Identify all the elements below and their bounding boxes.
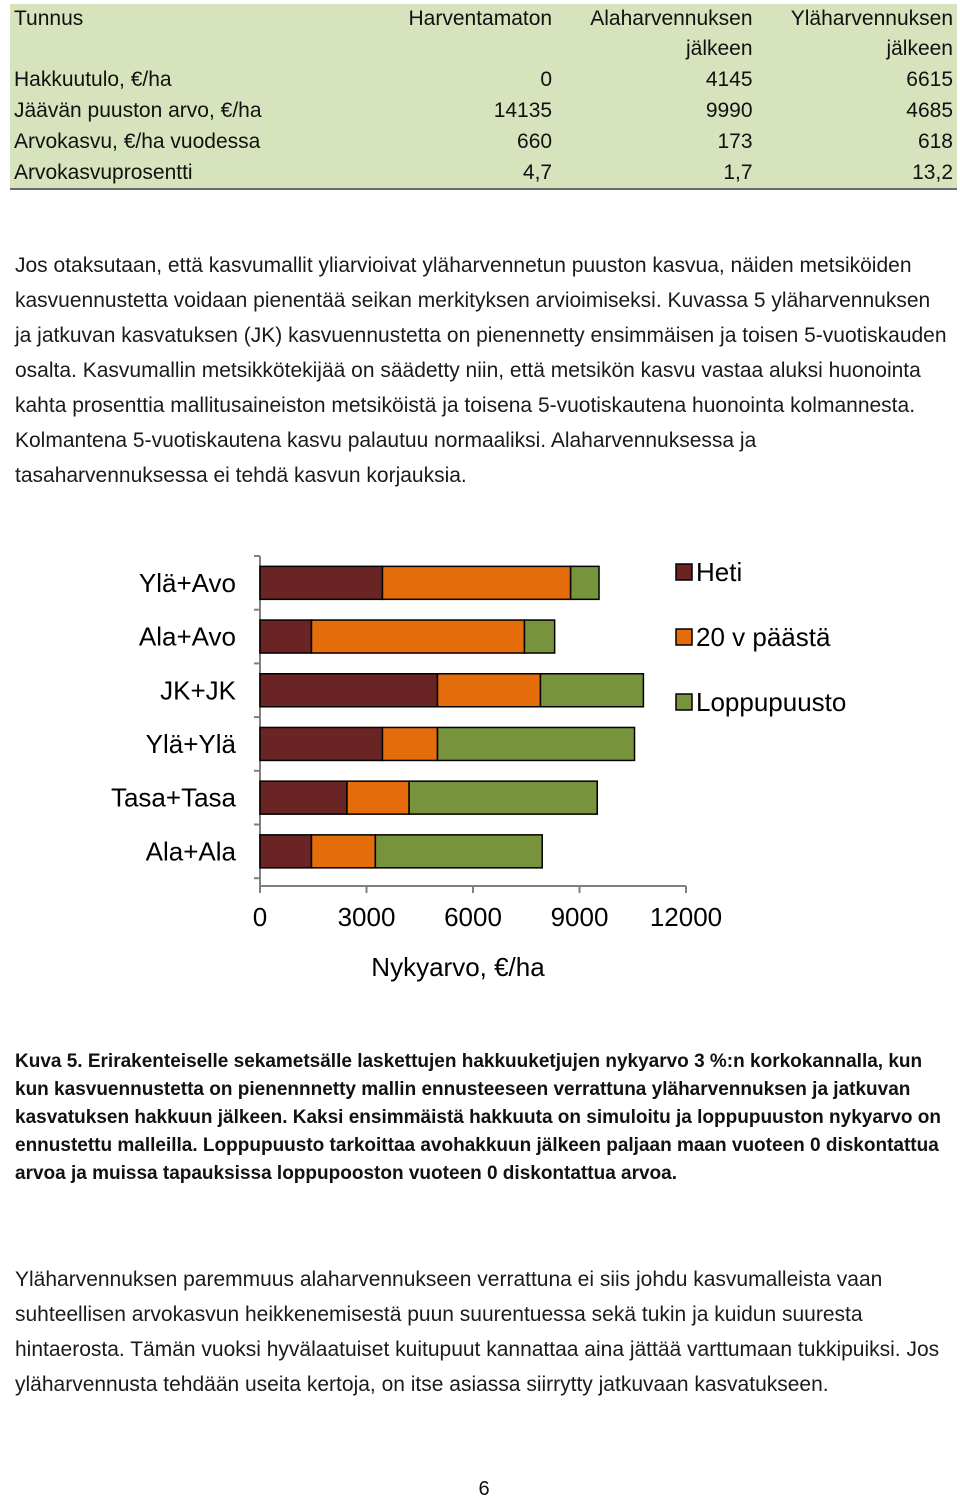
bar-segment <box>260 620 311 653</box>
x-tick-label: 0 <box>252 902 268 932</box>
table-row <box>10 95 957 126</box>
bar-segment <box>571 566 599 599</box>
bar-segment <box>540 674 643 707</box>
x-tick-label: 12000 <box>649 902 723 932</box>
table-cell: 4145 <box>556 64 756 95</box>
category-label: Ylä+Ylä <box>145 728 236 759</box>
category-label: Tasa+Tasa <box>110 782 236 813</box>
x-tick-label: 9000 <box>550 902 609 932</box>
page-number: 6 <box>478 1478 490 1500</box>
table-header-row <box>10 34 957 64</box>
table-cell: 9990 <box>556 95 756 126</box>
bar-segment <box>260 566 382 599</box>
category-label: Ala+Avo <box>138 621 236 652</box>
bar-segment <box>260 674 438 707</box>
table-header-cell: Harventamaton <box>364 4 556 34</box>
table-cell: 13,2 <box>757 157 957 189</box>
stacked-bar-chart <box>0 540 960 990</box>
table-header-cell: Tunnus <box>10 4 364 34</box>
table-row <box>10 157 957 189</box>
table-header-cell <box>364 34 556 64</box>
table-cell: Hakkuutulo, €/ha <box>10 64 364 95</box>
table-cell: 173 <box>556 126 756 157</box>
bar-segment <box>438 674 541 707</box>
bar-segment <box>438 727 635 760</box>
bar-segment <box>311 835 375 868</box>
bar-segment <box>382 727 437 760</box>
legend-label: 20 v päästä <box>696 622 831 652</box>
table-cell: Arvokasvuprosentti <box>10 157 364 189</box>
table-cell: Jäävän puuston arvo, €/ha <box>10 95 364 126</box>
table-cell: 660 <box>364 126 556 157</box>
table-cell: 4,7 <box>364 157 556 189</box>
table-cell: 0 <box>364 64 556 95</box>
table-header-cell: jälkeen <box>556 34 756 64</box>
table-cell: 6615 <box>757 64 957 95</box>
figure-caption: Kuva 5. Erirakenteiselle sekametsälle laskettujen hakkuuketjujen nykyarvo 3 %:n korkokannalla, kun kun kasvuennustetta on pienennnetty mallin ennusteeseen verrattuna yläharvennuksen ja jatkuvan kasvatuksen hakkuun jälkeen. Kaksi ensimmäistä hakkuuta on simuloitu ja loppupuuston nykyarvo on ennustettu malleilla. Loppupuusto tarkoittaa avohakkuun jälkeen paljaan maan vuoteen 0 diskontattua arvoa ja muissa tapauksissa loppupooston vuoteen 0 diskontattua arvoa. <box>15 1051 941 1184</box>
table-header-cell <box>10 34 364 64</box>
bar-segment <box>260 781 347 814</box>
table-cell: 14135 <box>364 95 556 126</box>
category-label: Ylä+Avo <box>138 567 236 598</box>
bar-segment <box>260 835 311 868</box>
category-label: Ala+Ala <box>145 836 236 867</box>
legend-swatch <box>676 629 692 645</box>
table-cell: Arvokasvu, €/ha vuodessa <box>10 126 364 157</box>
legend-label: Heti <box>696 557 743 587</box>
table-cell: 618 <box>757 126 957 157</box>
table-header-row <box>10 4 957 34</box>
bar-segment <box>260 727 382 760</box>
data-table <box>10 4 957 190</box>
table-header-cell: jälkeen <box>757 34 957 64</box>
bar-segment <box>524 620 554 653</box>
bar-segment <box>382 566 570 599</box>
table-cell: 1,7 <box>556 157 756 189</box>
table-row <box>10 64 957 95</box>
legend-label: Loppupuusto <box>696 687 847 717</box>
x-axis-label: Nykyarvo, €/ha <box>371 952 545 982</box>
category-label: JK+JK <box>160 675 236 706</box>
body-paragraph: Yläharvennuksen paremmuus alaharvennukseen verrattuna ei siis johdu kasvumalleista vaan suhteellisen arvokasvun heikkenemisestä puun suurentuessa sekä tukin ja kuidun suuresta hintaerosta. Tämän vuoksi hyvälaatuiset kuitupuut kannattaa aina jättää varttumaan tukkipuiksi. Jos yläharvennusta tehdään useita kertoja, on itse asiassa siirrytty jatkuvaan kasvatukseen. <box>15 1268 940 1396</box>
x-tick-label: 6000 <box>444 902 502 932</box>
bar-segment <box>375 835 542 868</box>
bar-segment <box>409 781 597 814</box>
table-cell: 4685 <box>757 95 957 126</box>
legend-swatch <box>676 564 692 580</box>
table-header-cell: Alaharvennuksen <box>556 4 756 34</box>
table-header-cell: Yläharvennuksen <box>757 4 957 34</box>
x-tick-label: 3000 <box>337 902 396 932</box>
body-paragraph: Jos otaksutaan, että kasvumallit yliarvioivat yläharvennetun puuston kasvua, näiden metsiköiden kasvuennustetta voidaan pienentää seikan merkityksen arvioimiseksi. Kuvassa 5 yläharvennuksen ja jatkuvan kasvatuksen (JK) kasvuennustetta on pienennetty ensimmäisen ja toisen 5-vuotiskauden osalta. Kasvumallin metsikkötekijää on säädetty niin, että metsikön kasvu vastaa aluksi huonointa kahta prosenttia mallitusaineiston metsiköistä ja toisena 5-vuotiskautena huonointa kolmannesta. Kolmantena 5-vuotiskautena kasvu palautuu normaaliksi. Alaharvennuksessa ja tasaharvennuksessa ei tehdä kasvun korjauksia. <box>15 254 947 487</box>
legend-swatch <box>676 694 692 710</box>
table-row <box>10 126 957 157</box>
bar-segment <box>347 781 409 814</box>
bar-segment <box>311 620 524 653</box>
